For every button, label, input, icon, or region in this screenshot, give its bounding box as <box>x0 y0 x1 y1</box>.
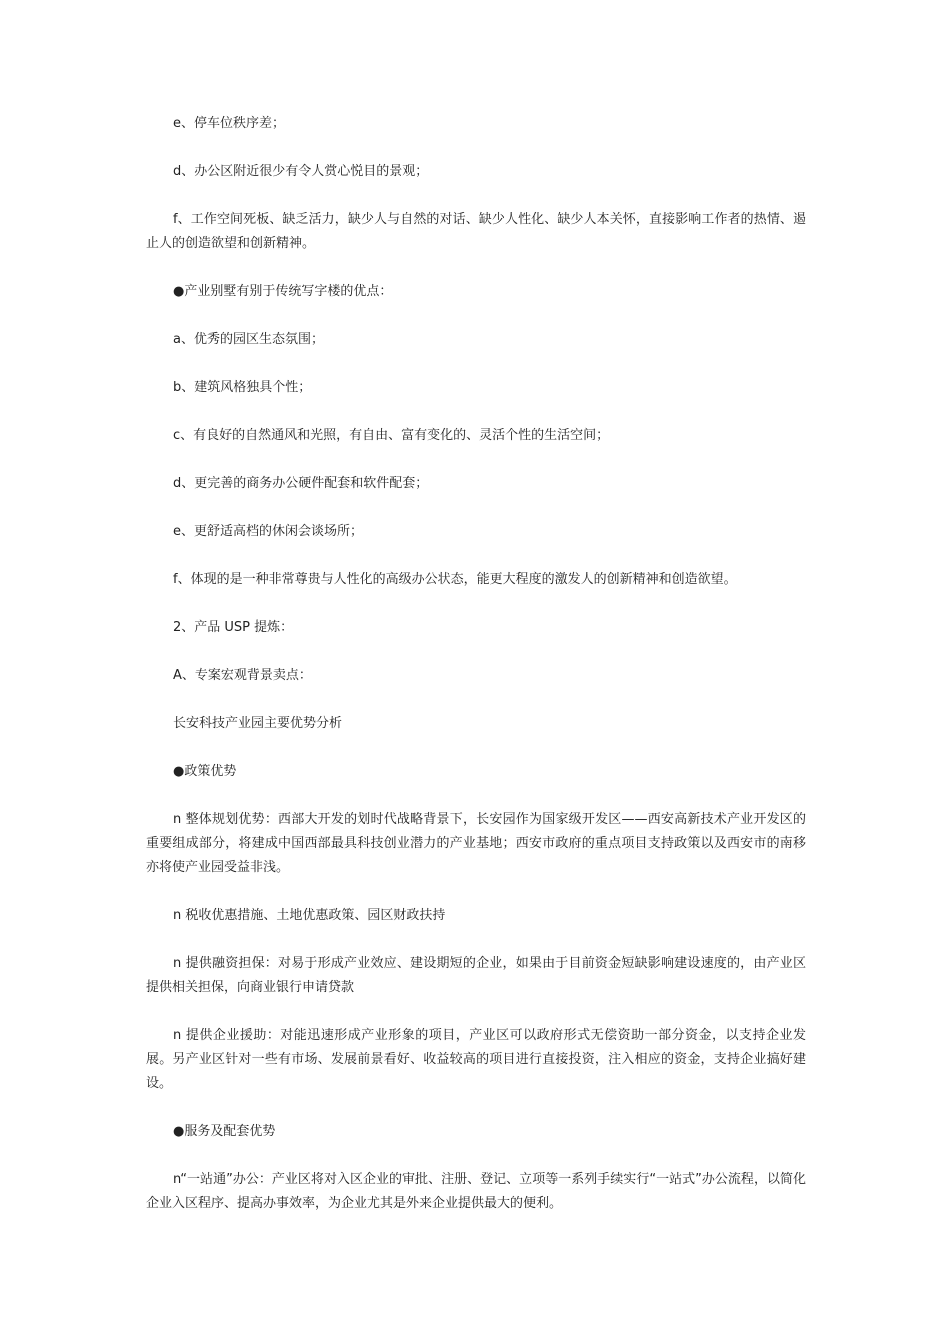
section-heading-macro-background: A、专案宏观背景卖点： <box>173 668 312 683</box>
paragraph-one-stop-office: n“一站通”办公：产业区将对入区企业的审批、注册、登记、立项等一系列手续实行“一站式”办公流程，以简化企业入区程序、提高办事效率，为企业尤其是外来企业提供最大的便利。 <box>146 1172 806 1211</box>
section-heading-usp: 2、产品 USP 提炼： <box>173 620 294 635</box>
section-heading-villa-advantages: ●产业别墅有别于传统写字楼的优点： <box>173 284 393 299</box>
section-heading-service: ●服务及配套优势 <box>173 1124 276 1139</box>
paragraph-item-b-architecture: b、建筑风格独具个性； <box>173 380 312 395</box>
paragraph-item-c-ventilation: c、有良好的自然通风和光照，有自由、富有变化的、灵活个性的生活空间； <box>173 428 610 443</box>
paragraph-item-f-office-state: f、体现的是一种非常尊贵与人性化的高级办公状态，能更大程度的激发人的创新精神和创造欲望。 <box>173 572 737 587</box>
section-heading-policy: ●政策优势 <box>173 764 237 779</box>
paragraph-item-e-parking: e、停车位秩序差； <box>173 116 285 131</box>
paragraph-item-d-scenery: d、办公区附近很少有令人赏心悦目的景观； <box>173 164 429 179</box>
document-body <box>146 112 806 1240</box>
paragraph-item-f-workspace: f、工作空间死板、缺乏活力，缺少人与自然的对话、缺少人性化、缺少人本关怀，直接影响工作者的热情、遏止人的创造欲望和创新精神。 <box>146 212 806 251</box>
paragraph-enterprise-aid: n 提供企业援助：对能迅速形成产业形象的项目，产业区可以政府形式无偿资助一部分资金，以支持企业发展。另产业区针对一些有市场、发展前景看好、收益较高的项目进行直接投资，注入相应的资金，支持企业搞好建设。 <box>146 1028 806 1091</box>
paragraph-item-d-facilities: d、更完善的商务办公硬件配套和软件配套； <box>173 476 429 491</box>
paragraph-tax-incentives: n 税收优惠措施、土地优惠政策、园区财政扶持 <box>173 908 446 923</box>
section-heading-park-analysis: 长安科技产业园主要优势分析 <box>173 716 343 731</box>
paragraph-item-e-leisure: e、更舒适高档的休闲会谈场所； <box>173 524 363 539</box>
paragraph-financing-guarantee: n 提供融资担保：对易于形成产业效应、建设期短的企业，如果由于目前资金短缺影响建设速度的，由产业区提供相关担保，向商业银行申请贷款 <box>146 956 806 995</box>
paragraph-overall-planning: n 整体规划优势：西部大开发的划时代战略背景下，长安园作为国家级开发区——西安高新技术产业开发区的重要组成部分，将建成中国西部最具科技创业潜力的产业基地；西安市政府的重点项目支持政策以及西安市的南移亦将使产业园受益非浅。 <box>146 812 806 875</box>
paragraph-item-a-ecology: a、优秀的园区生态氛围； <box>173 332 324 347</box>
